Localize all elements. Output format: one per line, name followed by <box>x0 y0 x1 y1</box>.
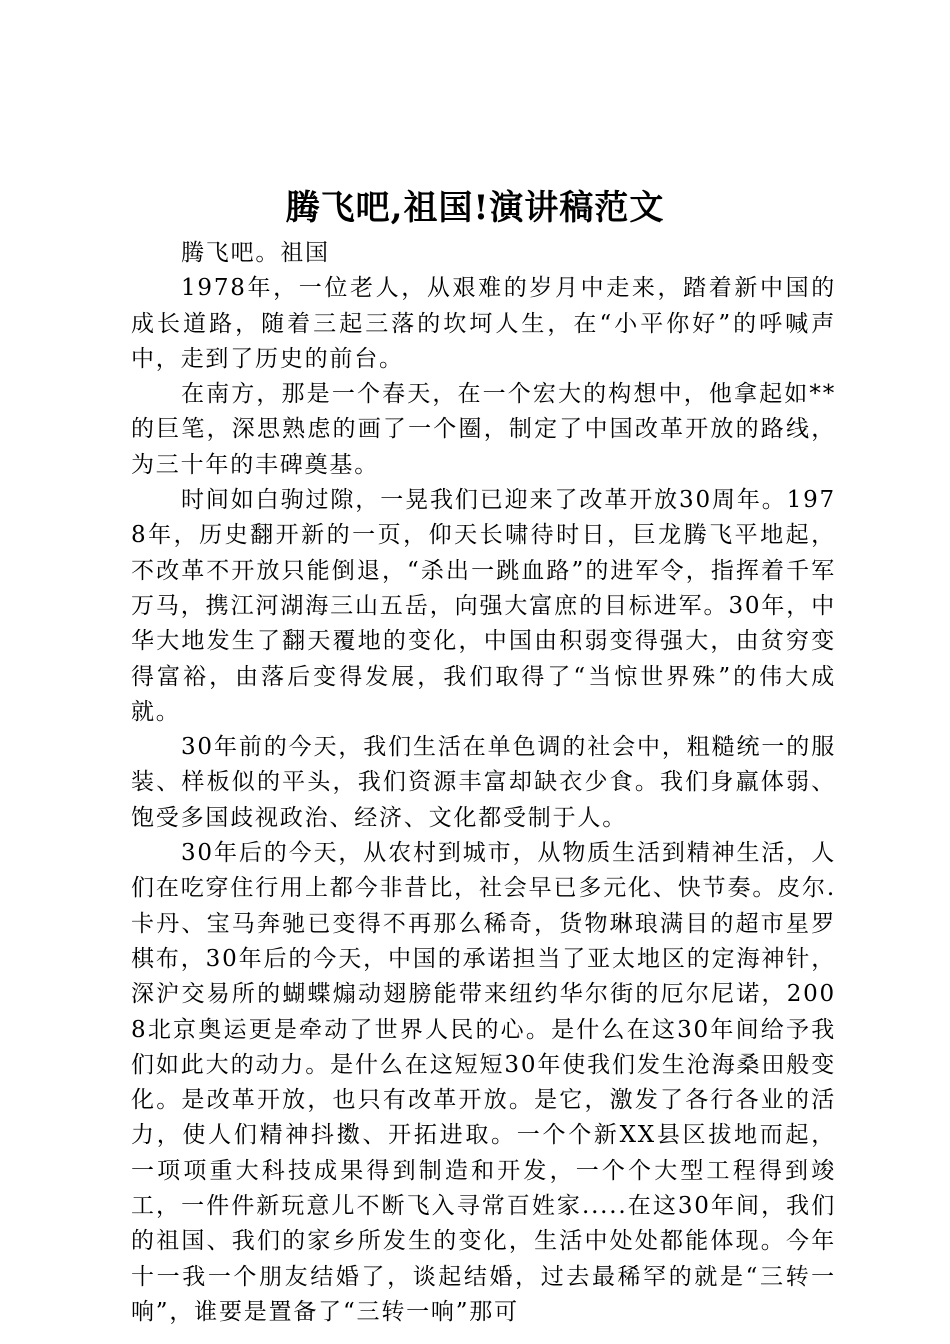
paragraph: 1978年，一位老人，从艰难的岁月中走来，踏着新中国的成长道路，随着三起三落的坎坷人生，在“小平你好”的呼喊声中，走到了历史的前台。 <box>131 275 836 372</box>
paragraph: 时间如白驹过隙，一晃我们已迎来了改革开放30周年。1978年，历史翻开新的一页，仰天长啸待时日，巨龙腾飞平地起，不改革不开放只能倒退，“杀出一跳血路”的进军令，指挥着千军万马，携江河湖海三山五岳，向强大富庶的目标进军。30年，中华大地发生了翻天覆地的变化，中国由积弱变得强大，由贫穷变得富裕，由落后变得发展，我们取得了“当惊世界殊”的伟大成就。 <box>131 487 836 725</box>
paragraph: 30年后的今天，从农村到城市，从物质生活到精神生活，人们在吃穿住行用上都今非昔比，社会早已多元化、快节奏。皮尔.卡丹、宝马奔驰已变得不再那么稀奇，货物琳琅满目的超市星罗棋布，30年后的今天，中国的承诺担当了亚太地区的定海神针，深沪交易所的蝴蝶煽动翅膀能带来纽约华尔街的厄尔尼诺，2008北京奥运更是牵动了世界人民的心。是什么在这30年间给予我们如此大的动力。是什么在这短短30年使我们发生沧海桑田般变化。是改革开放，也只有改革开放。是它，激发了各行各业的活力，使人们精神抖擞、开拓进取。一个个新XX县区拔地而起，一项项重大科技成果得到制造和开发，一个个大型工程得到竣工，一件件新玩意儿不断飞入寻常百姓家.....在这30年间，我们的祖国、我们的家乡所发生的变化，生活中处处都能体现。今年十一我一个朋友结婚了，谈起结婚，过去最稀罕的就是“三转一响”，谁要是置备了“三转一响”那可 <box>131 840 836 1325</box>
paragraph: 在南方，那是一个春天，在一个宏大的构想中，他拿起如**的巨笔，深思熟虑的画了一个圈，制定了中国改革开放的路线，为三十年的丰碑奠基。 <box>131 381 836 478</box>
paragraph: 30年前的今天，我们生活在单色调的社会中，粗糙统一的服装、样板似的平头，我们资源丰富却缺衣少食。我们身羸体弱、饱受多国歧视政治、经济、文化都受制于人。 <box>131 734 836 831</box>
document-body <box>131 236 836 1330</box>
paragraph-subtitle: 腾飞吧。祖国 <box>181 240 330 266</box>
document-title: 腾飞吧,祖国!演讲稿范文 <box>285 188 665 228</box>
